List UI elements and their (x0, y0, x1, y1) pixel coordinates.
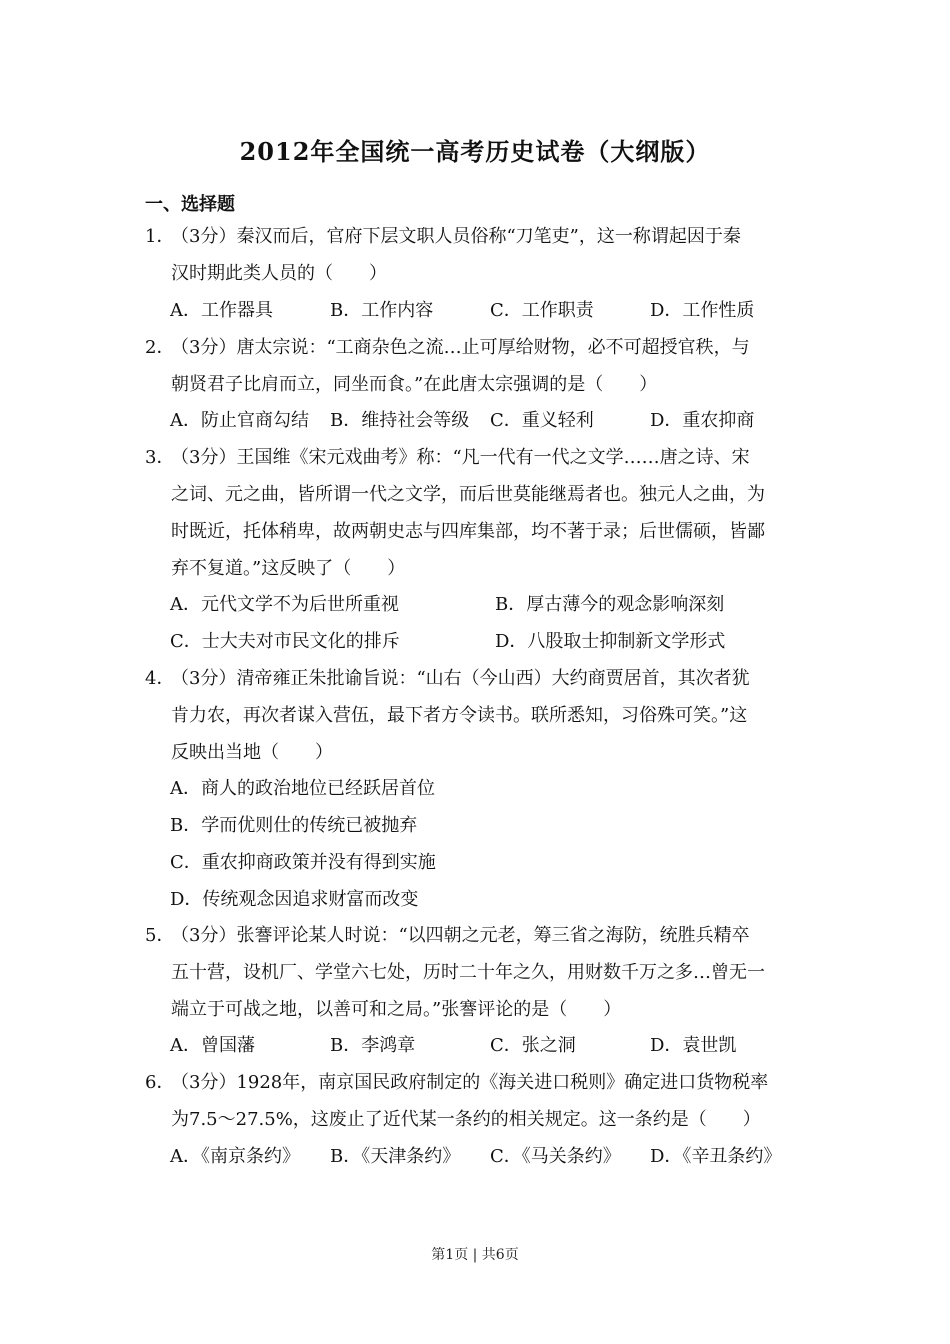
options-3 (170, 586, 820, 660)
question-number: 3． (145, 447, 175, 468)
question-2 (145, 329, 810, 403)
question-6 (145, 1064, 810, 1138)
question-text-line: 肯力农，再次者谋入营伍，最下者方令读书。联所悉知，习俗殊可笑。”这 (171, 705, 748, 726)
question-number: 6． (145, 1072, 175, 1093)
option-b[interactable]: B．《天津条约》 (330, 1146, 461, 1167)
question-number: 5． (145, 925, 175, 946)
question-text-line: （3分）唐太宗说：“工商杂色之流…止可厚给财物，必不可超授官秩，与 (171, 337, 750, 358)
option-c[interactable]: C．士大夫对市民文化的排斥 (170, 631, 400, 652)
question-text-line: （3分）清帝雍正朱批谕旨说：“山右（今山西）大约商贾居首，其次者犹 (171, 668, 750, 689)
option-d[interactable]: D．工作性质 (650, 300, 755, 321)
options-1 (170, 292, 810, 329)
question-text-line: （3分）秦汉而后，官府下层文职人员俗称“刀笔吏”，这一称谓起因于秦 (171, 226, 741, 247)
option-d[interactable]: D．八股取士抑制新文学形式 (495, 631, 726, 652)
option-c[interactable]: C．工作职责 (490, 300, 594, 321)
question-3 (145, 439, 810, 587)
question-text-line: 为7.5～27.5%，这废止了近代某一条约的相关规定。这一条约是（ ） (171, 1109, 761, 1130)
question-text-line: 汉时期此类人员的（ ） (171, 263, 387, 284)
question-text-line: 弃不复道。”这反映了（ ） (171, 558, 406, 579)
option-b[interactable]: B．工作内容 (330, 300, 434, 321)
question-text-line: （3分）张謇评论某人时说：“以四朝之元老，筹三省之海防，统胜兵精卒 (171, 925, 750, 946)
page-title: 2012年全国统一高考历史试卷（大纲版） (239, 137, 711, 166)
option-a[interactable]: A．《南京条约》 (170, 1146, 300, 1167)
option-a[interactable]: A．工作器具 (170, 300, 273, 321)
page-footer: 第1页 | 共6页 (431, 1247, 519, 1263)
question-1 (145, 218, 810, 292)
option-b[interactable]: B．维持社会等级 (330, 410, 470, 431)
option-b[interactable]: B．学而优则仕的传统已被抛弃 (170, 815, 418, 836)
options-4 (170, 770, 436, 918)
question-text-line: 端立于可战之地，以善可和之局。”张謇评论的是（ ） (171, 999, 622, 1020)
question-text-line: 五十营，设机厂、学堂六七处，历时二十年之久，用财数千万之多…曾无一 (171, 962, 765, 983)
option-a[interactable]: A．曾国藩 (170, 1035, 255, 1056)
question-4 (145, 660, 810, 771)
question-number: 4． (145, 668, 175, 689)
question-5 (145, 917, 810, 1028)
options-6 (170, 1138, 810, 1175)
section-heading: 一、选择题 (145, 194, 235, 215)
question-text-line: （3分）王国维《宋元戏曲考》称：“凡一代有一代之文学……唐之诗、宋 (171, 447, 750, 468)
option-a[interactable]: A．防止官商勾结 (170, 410, 309, 431)
question-text-line: 时既近，托体稍卑，故两朝史志与四库集部，均不著于录；后世儒硕，皆鄙 (171, 521, 765, 542)
option-d[interactable]: D．袁世凯 (650, 1035, 737, 1056)
options-2 (170, 402, 810, 439)
question-text-line: 朝贤君子比肩而立，同坐而食。”在此唐太宗强调的是（ ） (171, 374, 658, 395)
option-b[interactable]: B．厚古薄今的观念影响深刻 (495, 594, 725, 615)
option-d[interactable]: D．重农抑商 (650, 410, 755, 431)
option-c[interactable]: C．重义轻利 (490, 410, 594, 431)
option-c[interactable]: C．《马关条约》 (490, 1146, 621, 1167)
option-b[interactable]: B．李鸿章 (330, 1035, 416, 1056)
question-text-line: 反映出当地（ ） (171, 742, 333, 763)
question-number: 2． (145, 337, 175, 358)
question-text-line: 之词、元之曲，皆所谓一代之文学，而后世莫能继焉者也。独元人之曲，为 (171, 484, 765, 505)
options-5 (170, 1027, 810, 1064)
option-d[interactable]: D．传统观念因追求财富而改变 (170, 889, 419, 910)
question-text-line: （3分）1928年，南京国民政府制定的《海关进口税则》确定进口货物税率 (171, 1072, 769, 1093)
option-d[interactable]: D．《辛丑条约》 (650, 1146, 782, 1167)
question-number: 1． (145, 226, 175, 247)
option-c[interactable]: C．张之洞 (490, 1035, 576, 1056)
option-c[interactable]: C．重农抑商政策并没有得到实施 (170, 852, 436, 873)
option-a[interactable]: A．商人的政治地位已经跃居首位 (170, 778, 435, 799)
option-a[interactable]: A．元代文学不为后世所重视 (170, 594, 399, 615)
